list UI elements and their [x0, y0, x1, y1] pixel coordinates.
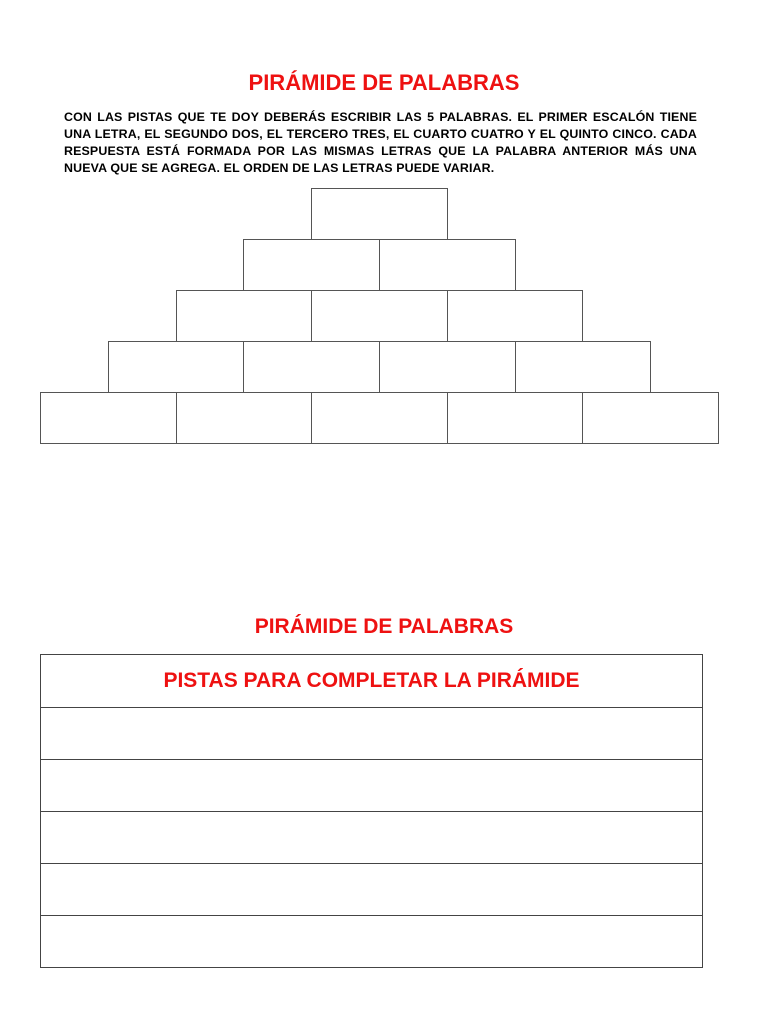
pyramid-cell[interactable] [311, 188, 448, 240]
instructions-text: CON LAS PISTAS QUE TE DOY DEBERÁS ESCRIBIR LAS 5 PALABRAS. EL PRIMER ESCALÓN TIENE UNA LETRA, EL SEGUNDO DOS, EL TERCERO TRES, EL CUARTO CUATRO Y EL QUINTO CINCO. CADA RESPUESTA ESTÁ FORMADA POR LAS MISMAS LETRAS QUE LA PALABRA ANTERIOR MÁS UNA NUEVA QUE SE AGREGA. EL ORDEN DE LAS LETRAS PUEDE VARIAR. [64, 110, 697, 175]
clue-cell[interactable] [41, 708, 703, 760]
pyramid-cell[interactable] [311, 392, 448, 444]
pyramid-cell[interactable] [243, 341, 380, 393]
page-title: PIRÁMIDE DE PALABRAS [248, 70, 520, 95]
pyramid-cell[interactable] [582, 392, 719, 444]
pyramid-cell[interactable] [243, 239, 380, 291]
pyramid-cell[interactable] [176, 392, 313, 444]
clue-cell[interactable] [41, 864, 703, 916]
clue-cell[interactable] [41, 760, 703, 812]
clues-section-title: PIRÁMIDE DE PALABRAS [254, 615, 514, 638]
pyramid-cell[interactable] [447, 290, 584, 342]
pyramid-cell[interactable] [40, 392, 177, 444]
clue-row [41, 708, 703, 760]
pyramid-cell[interactable] [515, 341, 652, 393]
pyramid-cell[interactable] [447, 392, 584, 444]
pyramid-cell[interactable] [379, 239, 516, 291]
clue-cell[interactable] [41, 812, 703, 864]
clues-table [40, 654, 703, 968]
clue-cell[interactable] [41, 916, 703, 968]
clues-table-header: PISTAS PARA COMPLETAR LA PIRÁMIDE [41, 655, 703, 708]
clue-row [41, 760, 703, 812]
pyramid-cell[interactable] [379, 341, 516, 393]
pyramid-cell[interactable] [108, 341, 245, 393]
clue-row [41, 916, 703, 968]
pyramid-cell[interactable] [311, 290, 448, 342]
pyramid-cell[interactable] [176, 290, 313, 342]
clue-row [41, 812, 703, 864]
clue-row [41, 864, 703, 916]
